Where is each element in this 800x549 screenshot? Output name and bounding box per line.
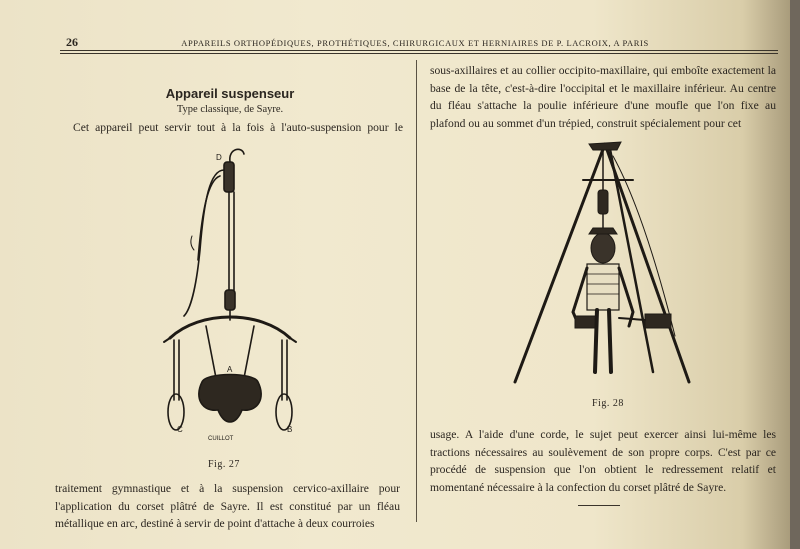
right-paragraph-2: usage. A l'aide d'une corde, le sujet peut exercer ainsi lui-même les tractions nécessaires au soulèvement de son propre corps. C'est par ce procédé de suspension que l'on obtient le redressement relatif et momentané nécessaire à la confection du corset plâtré de Sayre. [430, 428, 776, 494]
section-subtitle: Type classique, de Sayre. [176, 104, 284, 115]
header-rule-double [60, 53, 778, 54]
running-title: APPAREILS ORTHOPÉDIQUES, PROTHÉTIQUES, CHIRURGICAUX ET HERNIAIRES DE P. LACROIX, A PARIS [181, 38, 649, 48]
label-c: C [177, 425, 183, 434]
figure-27-caption: Fig. 27 [208, 459, 240, 470]
label-b: B [287, 425, 293, 434]
label-d: D [216, 153, 222, 162]
end-rule [578, 505, 620, 506]
figure-27-suspension-apparatus [160, 140, 300, 450]
column-divider [416, 60, 417, 522]
figure-28-tripod-suspension [505, 136, 705, 386]
figure-28-caption: Fig. 28 [592, 398, 624, 409]
page-number: 26 [66, 35, 78, 49]
section-title: Appareil suspenseur [165, 86, 295, 101]
label-cuillot: CUILLOT [208, 436, 234, 442]
left-paragraph-1: Cet appareil peut servir tout à la fois à l'auto-suspension pour le [73, 121, 403, 134]
left-paragraph-2: traitement gymnastique et à la suspension cervico-axillaire pour l'application du corset plâtré de Sayre. Il est constitué par un fléau métallique en arc, destiné à servir de point d'attache à deux courroies [55, 482, 400, 530]
label-a: A [227, 365, 233, 374]
right-paragraph-1: sous-axillaires et au collier occipito-maxillaire, qui emboîte exactement la base de la tête, c'est-à-dire l'occipital et le maxillaire inférieur. Au centre du fléau s'attache la poulie inférieure d'une moufle que l'on fixe au plafond ou au sommet d'un trépied, construit spécialement pour cet [430, 64, 776, 130]
header-rule [60, 50, 778, 51]
